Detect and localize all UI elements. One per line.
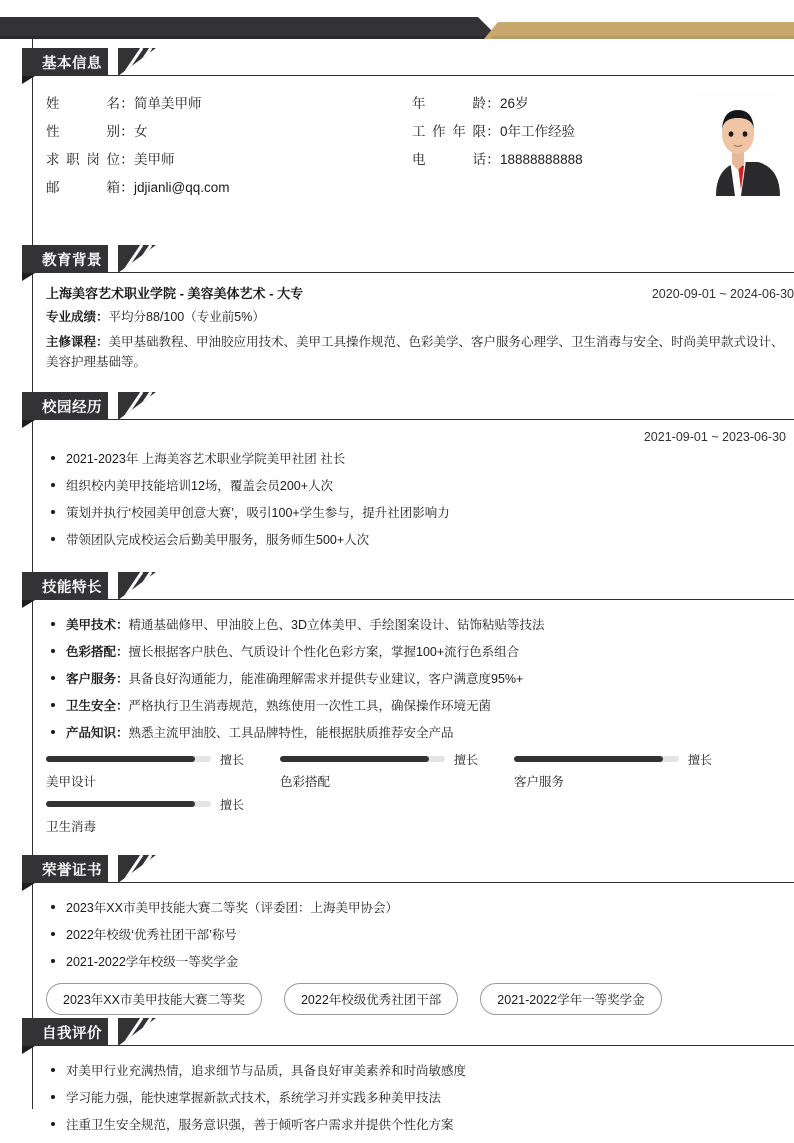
section-header-basic <box>22 48 794 76</box>
list-item <box>46 697 794 715</box>
section-body-basic <box>22 76 794 201</box>
skills-list <box>46 616 794 742</box>
list-item: 2021-2022学年校级一等奖学金 <box>46 953 794 971</box>
info-label-email: 邮箱 <box>46 180 120 195</box>
honors-list <box>46 899 794 971</box>
skill-bar-line <box>46 796 268 812</box>
info-label-phone: 电话 <box>412 152 486 167</box>
list-item: 带领团队完成校运会后勤美甲服务，服务师生500+人次 <box>46 531 794 549</box>
skill-bar-level: 擅长 <box>220 797 245 812</box>
section-tab-education <box>22 245 108 273</box>
list-item: 对美甲行业充满热情，追求细节与品质，具备良好审美素养和时尚敏感度 <box>46 1062 794 1080</box>
info-value-gender: 女 <box>134 124 148 139</box>
info-row-position <box>46 148 230 176</box>
skill-bar-track <box>280 756 445 762</box>
info-label-position: 求职岗位 <box>46 152 120 167</box>
list-item: 注重卫生安全规范，服务意识强，善于倾听客户需求并提供个性化方案 <box>46 1116 794 1134</box>
list-item <box>46 643 794 661</box>
header-rule <box>22 882 794 883</box>
info-row-gender <box>46 120 230 148</box>
banner-dark-underline <box>0 36 492 39</box>
section-tab-stripes-education <box>118 245 168 273</box>
header-rule <box>22 1045 794 1046</box>
skill-bar-row <box>46 796 794 835</box>
education-entry-header <box>46 283 794 302</box>
info-value-phone: 18888888888 <box>500 152 583 167</box>
section-header-education <box>22 245 794 273</box>
info-row-phone <box>412 148 583 176</box>
skill-bar-fill <box>514 756 663 762</box>
section-skills <box>22 572 794 841</box>
section-campus <box>22 392 794 558</box>
section-tab-campus <box>22 392 108 420</box>
info-colon: ： <box>486 152 500 167</box>
skill-bar-track <box>46 756 211 762</box>
skill-bar-line <box>46 751 268 767</box>
skill-bar-item <box>280 751 502 790</box>
header-rule <box>22 599 794 600</box>
education-courses-label: 主修课程： <box>46 335 109 349</box>
skill-bar-track <box>514 756 679 762</box>
education-gpa-value: 平均分88/100（专业前5%） <box>108 310 265 324</box>
info-row-name <box>46 92 230 120</box>
skill-bar-name: 客户服务 <box>514 775 565 789</box>
education-courses-line <box>46 332 794 372</box>
info-value-experience: 0年工作经验 <box>500 124 576 139</box>
list-item <box>46 724 794 742</box>
skill-bars <box>46 751 794 835</box>
info-colon: ： <box>486 124 500 139</box>
basic-info-left-column <box>46 92 230 204</box>
section-header-self-evaluation <box>22 1018 794 1046</box>
section-self-evaluation <box>22 1018 794 1143</box>
list-item: 2021-2023年 上海美容艺术职业学院美甲社团 社长 <box>46 450 794 468</box>
section-tab-stripes-basic <box>118 48 168 76</box>
skill-bar-name: 色彩搭配 <box>280 775 331 789</box>
list-item: 学习能力强，能快速掌握新款式技术，系统学习并实践多种美甲技法 <box>46 1089 794 1107</box>
section-tab-self-evaluation <box>22 1018 108 1046</box>
top-banner <box>0 17 794 39</box>
section-body-self-evaluation <box>22 1046 794 1134</box>
section-body-campus <box>22 420 794 549</box>
section-honors <box>22 855 794 1015</box>
basic-info-right-column <box>412 92 583 176</box>
section-header-honors <box>22 855 794 883</box>
honor-tag[interactable]: 2021-2022学年一等奖学金 <box>480 983 661 1015</box>
info-value-position: 美甲师 <box>134 152 175 167</box>
campus-list <box>46 450 794 549</box>
skill-bar-level: 擅长 <box>220 752 245 767</box>
section-tab-stripes-honors <box>118 855 168 883</box>
list-item <box>46 616 794 634</box>
section-header-skills <box>22 572 794 600</box>
section-basic-info <box>22 48 794 201</box>
campus-date: 2021-09-01 ~ 2023-06-30 <box>643 430 786 444</box>
section-body-education <box>22 273 794 372</box>
section-body-honors <box>22 883 794 1015</box>
info-colon: ： <box>120 152 134 167</box>
info-label-name: 姓名 <box>46 96 120 111</box>
info-colon: ： <box>120 96 134 111</box>
section-body-skills <box>22 600 794 835</box>
info-colon: ： <box>120 180 134 195</box>
section-title-honors: 荣誉证书 <box>42 862 102 879</box>
info-value-age: 26岁 <box>500 96 529 111</box>
basic-info-grid <box>22 86 794 201</box>
skill-bar-item <box>46 751 268 790</box>
banner-gold-underline <box>492 36 794 39</box>
skill-label: 卫生安全： <box>66 699 129 713</box>
skill-label: 色彩搭配： <box>66 645 129 659</box>
skill-bar-row <box>46 751 794 790</box>
info-label-gender: 性别 <box>46 124 120 139</box>
skill-bar-track <box>46 801 211 807</box>
skill-bar-line <box>280 751 502 767</box>
section-tab-stripes-self-evaluation <box>118 1018 168 1046</box>
self-evaluation-list <box>46 1062 794 1134</box>
skill-bar-item <box>514 751 736 790</box>
info-value-name: 简单美甲师 <box>134 96 202 111</box>
section-tab-skills <box>22 572 108 600</box>
skill-text: 具备良好沟通能力，能准确理解需求并提供专业建议，客户满意度95%+ <box>128 672 524 686</box>
section-tab-basic <box>22 48 108 76</box>
section-title-self-evaluation: 自我评价 <box>42 1025 102 1042</box>
education-gpa-label: 专业成绩： <box>46 310 109 324</box>
info-row-email <box>46 176 230 204</box>
list-item: 策划并执行‘校园美甲创意大赛’，吸引100+学生参与，提升社团影响力 <box>46 504 794 522</box>
info-colon: ： <box>486 96 500 111</box>
section-title-skills: 技能特长 <box>42 579 102 596</box>
honor-tag[interactable]: 2022年校级优秀社团干部 <box>284 983 458 1015</box>
skill-text: 擅长根据客户肤色、气质设计个性化色彩方案，掌握100+流行色系组合 <box>128 645 520 659</box>
section-education <box>22 245 794 372</box>
info-value-email: jdjianli@qq.com <box>134 180 230 195</box>
section-title-campus: 校园经历 <box>42 399 102 416</box>
list-item <box>46 670 794 688</box>
section-title-education: 教育背景 <box>42 252 102 269</box>
education-school: 上海美容艺术职业学院 - 美容美体艺术 - 大专 <box>46 286 304 301</box>
header-rule <box>22 419 794 420</box>
info-row-age <box>412 92 583 120</box>
info-label-age: 年龄 <box>412 96 486 111</box>
skill-bar-fill <box>46 801 195 807</box>
skill-bar-fill <box>46 756 195 762</box>
section-tab-stripes-skills <box>118 572 168 600</box>
info-row-experience <box>412 120 583 148</box>
skill-bar-name: 卫生消毒 <box>46 820 97 834</box>
skill-bar-fill <box>280 756 429 762</box>
info-colon: ： <box>120 124 134 139</box>
skill-text: 严格执行卫生消毒规范，熟练使用一次性工具，确保操作环境无菌 <box>128 699 492 713</box>
skill-label: 客户服务： <box>66 672 129 686</box>
section-tab-stripes-campus <box>118 392 168 420</box>
education-gpa-line <box>46 307 794 327</box>
skill-bar-level: 擅长 <box>688 752 713 767</box>
education-date: 2020-09-01 ~ 2024-06-30 <box>651 287 794 301</box>
skill-bar-item <box>46 796 268 835</box>
honor-tag[interactable]: 2023年XX市美甲技能大赛二等奖 <box>46 983 262 1015</box>
skill-text: 熟悉主流甲油胶、工具品牌特性，能根据肤质推荐安全产品 <box>128 726 454 740</box>
skill-label: 美甲技术： <box>66 618 129 632</box>
honor-tag-list <box>46 983 794 1015</box>
section-tab-honors <box>22 855 108 883</box>
section-header-campus <box>22 392 794 420</box>
skill-bar-level: 擅长 <box>454 752 479 767</box>
list-item: 组织校内美甲技能培训12场，覆盖会员200+人次 <box>46 477 794 495</box>
skill-bar-name: 美甲设计 <box>46 775 97 789</box>
header-rule <box>22 272 794 273</box>
header-rule <box>22 75 794 76</box>
skill-bar-line <box>514 751 736 767</box>
section-title-basic: 基本信息 <box>42 55 102 72</box>
profile-photo <box>696 90 780 196</box>
list-item: 2022年校级‘优秀社团干部’称号 <box>46 926 794 944</box>
education-courses-value: 美甲基础教程、甲油胶应用技术、美甲工具操作规范、色彩美学、客户服务心理学、卫生消毒与安全、时尚美甲款式设计、美容护理基础等。 <box>46 335 784 369</box>
list-item: 2023年XX市美甲技能大赛二等奖（评委团：上海美甲协会） <box>46 899 794 917</box>
info-label-experience: 工作年限 <box>412 124 486 139</box>
skill-label: 产品知识： <box>66 726 129 740</box>
skill-text: 精通基础修甲、甲油胶上色、3D立体美甲、手绘图案设计、钻饰粘贴等技法 <box>128 618 545 632</box>
